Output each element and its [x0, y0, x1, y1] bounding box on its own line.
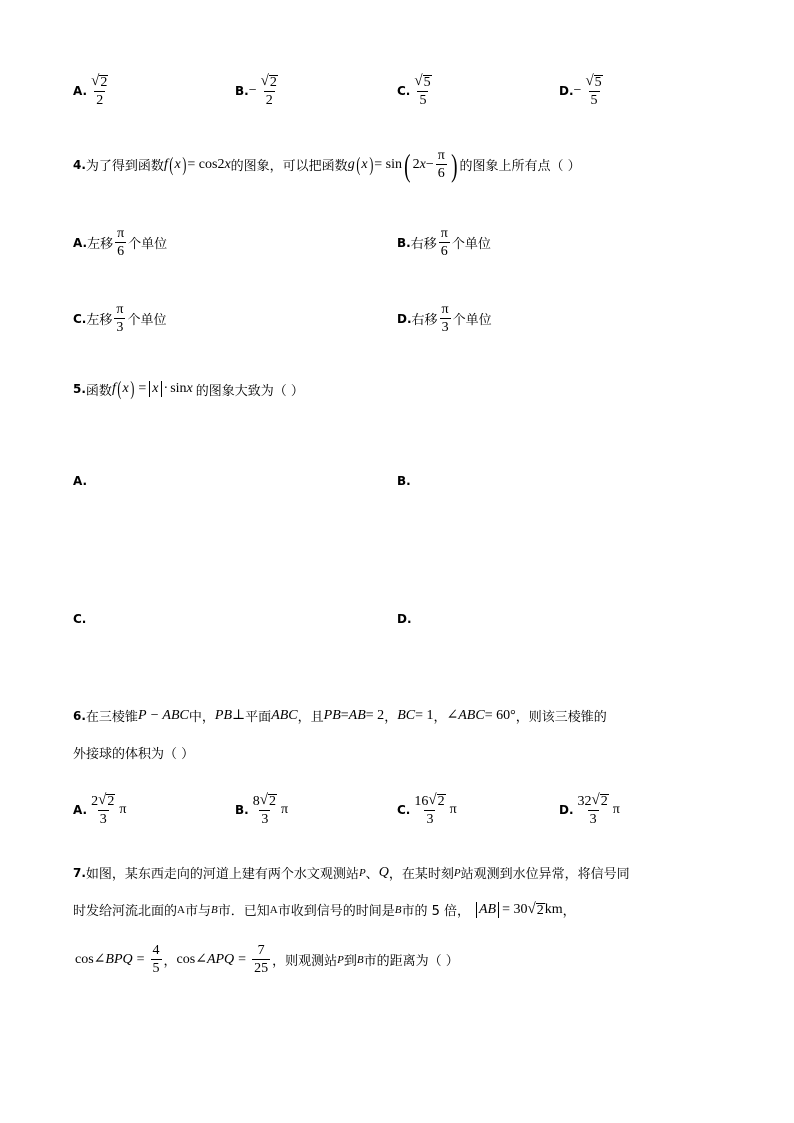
question-number: 7.: [73, 865, 86, 880]
math-x: x: [419, 156, 426, 172]
city-label: A: [269, 903, 278, 916]
stem-text: ，: [384, 710, 398, 725]
denominator: 3: [426, 812, 434, 827]
denominator: 6: [117, 244, 125, 259]
math-x: x: [361, 156, 368, 172]
minus-sign: −: [573, 83, 582, 98]
math-expression: AB: [348, 707, 366, 723]
math-eq: =: [238, 951, 247, 967]
numerator: [251, 793, 279, 810]
numerator: [583, 74, 604, 91]
math-cos: cos∠: [75, 952, 106, 967]
numerator: [412, 793, 447, 810]
option-label: D.: [559, 803, 574, 817]
numerator: [576, 793, 611, 810]
math-2: 2: [412, 156, 420, 172]
option-label: B.: [235, 803, 249, 817]
math-eq: =: [138, 381, 147, 396]
question-number: 4.: [73, 157, 86, 172]
stem-text: ，则该三棱锥的: [515, 710, 607, 725]
answer-option-label: C.: [73, 612, 87, 626]
math-x: x: [186, 381, 193, 396]
abs-AB: AB: [476, 902, 499, 918]
sqrt: [98, 793, 115, 809]
numerator: π: [437, 148, 445, 163]
math-f: f: [111, 381, 116, 396]
math-eq: =: [136, 951, 145, 967]
radicand: 2: [100, 75, 108, 90]
math-expression: ABC: [271, 707, 298, 723]
answer-option: [559, 793, 620, 827]
fraction: [412, 74, 433, 108]
direction-text: 左移: [87, 237, 114, 252]
fraction: [259, 74, 280, 108]
math-g: g: [347, 156, 355, 172]
math-x: x: [122, 381, 129, 396]
math-cos: cos∠: [176, 952, 207, 967]
fraction: [576, 793, 611, 827]
stem-text: 市的距离为（ ）: [363, 954, 459, 969]
answer-option: [73, 74, 112, 108]
big-paren-open: (: [404, 146, 411, 183]
unit-text: 个单位: [127, 313, 167, 328]
numerator: π: [440, 226, 448, 241]
question-7-line-2: [73, 900, 576, 919]
math-eq: = 30: [502, 901, 528, 917]
radical-sign: √: [585, 73, 594, 89]
stem-text: 中，: [188, 710, 215, 725]
fraction: [115, 226, 126, 259]
stem-text: 市与: [184, 904, 211, 919]
sqrt: [261, 74, 278, 90]
fraction: [439, 226, 450, 259]
unit-text: 个单位: [451, 237, 491, 252]
math-eq: = cos2: [187, 156, 225, 172]
math-angle: APQ: [206, 951, 235, 967]
numerator: [89, 793, 117, 810]
stem-text: 、: [365, 867, 379, 882]
math-expression: ABC: [458, 707, 485, 723]
stem-text: 如图，某东西走向的河道上建有两个水文观测站: [85, 867, 359, 882]
paren-open: (: [356, 153, 361, 176]
radicand: 2: [269, 75, 277, 90]
radicand: 5: [423, 75, 431, 90]
radicand: 2: [437, 794, 445, 809]
numerator: π: [441, 302, 449, 317]
option-label: C.: [397, 84, 411, 98]
option-label: C.: [73, 311, 87, 326]
math-expression: ⊥: [232, 708, 246, 723]
stem-text: 市收到信号的时间是: [277, 904, 395, 919]
question-7-line-3: [75, 943, 459, 976]
big-paren-close: ): [450, 146, 458, 183]
question-7-text: [86, 863, 630, 882]
pi-symbol: π: [449, 802, 457, 817]
question-6-line-1: [73, 706, 607, 725]
stem-text: 的图象上所有点（ ）: [459, 159, 581, 174]
denominator: 25: [254, 961, 269, 976]
radical-sign: √: [428, 792, 437, 808]
unit-text: 个单位: [128, 237, 168, 252]
paren-open: (: [117, 378, 122, 400]
stem-text: ，: [433, 710, 447, 725]
paren-close: ): [182, 153, 187, 176]
sqrt: [260, 793, 277, 809]
option-label: B.: [397, 235, 411, 250]
minus-sign: −: [248, 83, 257, 98]
radical-sign: √: [591, 792, 600, 808]
denominator: 3: [116, 320, 124, 335]
numerator: π: [117, 226, 125, 241]
answer-option: [397, 302, 492, 335]
fraction: [151, 943, 162, 976]
radicand: 5: [594, 75, 602, 90]
question-number: 6.: [73, 708, 86, 723]
math-expression: PB: [323, 707, 341, 723]
fraction: [114, 302, 125, 335]
answer-option: [73, 226, 167, 259]
pi-symbol: π: [612, 802, 620, 817]
denominator: 5: [419, 93, 427, 108]
denominator: 6: [437, 166, 445, 181]
radicand: 2: [600, 794, 608, 809]
fraction: [89, 793, 117, 827]
math-sin: sin: [170, 381, 187, 396]
math-expression: ∠: [446, 708, 459, 723]
math-variable: P: [358, 866, 366, 879]
pi-symbol: π: [119, 802, 127, 817]
answer-option-label: B.: [397, 474, 411, 488]
denominator: 3: [261, 812, 269, 827]
direction-text: 右移: [411, 313, 438, 328]
option-label: A.: [73, 235, 88, 250]
stem-text: 在三棱锥: [85, 710, 138, 725]
math-f: f: [163, 156, 168, 172]
option-label: C.: [397, 803, 411, 817]
sqrt: [585, 74, 602, 90]
paren-close: ): [130, 378, 135, 400]
stem-text: ，且: [297, 710, 324, 725]
stem-text: 市的 5 倍，: [401, 904, 470, 919]
question-5-stem: [73, 374, 304, 404]
sqrt: [592, 793, 609, 809]
stem-text: 站观测到水位异常，将信号同: [460, 867, 630, 882]
numerator: 7: [257, 943, 265, 958]
numerator: π: [116, 302, 124, 317]
fraction: [252, 943, 270, 976]
fraction: [440, 302, 451, 335]
math-expression: = 1: [415, 707, 434, 723]
radical-sign: √: [260, 73, 269, 89]
denominator: 2: [265, 93, 273, 108]
denominator: 3: [441, 320, 449, 335]
math-P: P: [337, 953, 344, 966]
math-minus: −: [425, 156, 434, 172]
absolute-value-x: x: [149, 381, 161, 397]
option-label: A.: [73, 84, 88, 98]
coefficient: 16: [414, 793, 429, 809]
math-expression: P − ABC: [137, 707, 189, 723]
math-expression: =: [340, 707, 349, 723]
question-7-text: [73, 900, 470, 919]
sqrt: [428, 793, 445, 809]
denominator: 5: [590, 93, 598, 108]
paren-close: ): [368, 153, 373, 176]
question-6-line-2: 外接球的体积为（ ）: [73, 747, 195, 762]
question-6-text: [86, 706, 607, 725]
question-7-line-1: [73, 863, 630, 882]
math-dot: ·: [163, 381, 169, 396]
radical-sign: √: [91, 73, 100, 89]
denominator: 6: [440, 244, 448, 259]
stem-text: ，: [562, 904, 576, 919]
fraction: [412, 793, 447, 827]
radicand: 2: [268, 794, 276, 809]
math-expression: = 2: [365, 707, 385, 723]
stem-text: 平面: [245, 710, 272, 725]
coefficient: 32: [577, 793, 592, 809]
fraction: [251, 793, 279, 827]
paren-open: (: [169, 153, 174, 176]
answer-option-label: D.: [397, 612, 412, 626]
option-label: D.: [397, 311, 412, 326]
numerator: 4: [152, 943, 160, 958]
answer-option: [73, 793, 126, 827]
stem-text: 函数: [85, 383, 112, 399]
unit-km: km: [544, 901, 563, 917]
math-expression: PB: [214, 707, 232, 723]
denominator: 3: [99, 812, 107, 827]
answer-option-label: A.: [73, 474, 88, 488]
answer-option: [397, 74, 436, 108]
coefficient: 2: [91, 793, 99, 809]
unit-text: 个单位: [452, 313, 492, 328]
option-label: A.: [73, 803, 88, 817]
answer-option: [397, 226, 491, 259]
radicand: 2: [107, 794, 115, 809]
sqrt: [91, 74, 108, 90]
math-variable: P: [453, 866, 461, 879]
numerator: [259, 74, 280, 91]
city-label: A: [177, 903, 185, 916]
numerator: [89, 74, 110, 91]
math-eq: = sin: [374, 156, 402, 172]
stem-text: 到: [343, 954, 357, 969]
option-label: B.: [235, 84, 249, 98]
math-variable: B: [394, 903, 402, 916]
answer-option: [235, 74, 282, 108]
direction-text: 左移: [86, 313, 113, 328]
answer-option: [559, 74, 607, 108]
sqrt: √ 2: [527, 900, 544, 918]
radical-sign: √: [98, 792, 107, 808]
math-x: x: [174, 156, 181, 172]
stem-text: ，: [163, 954, 177, 969]
denominator: 3: [589, 812, 597, 827]
stem-text: 的图象大致为（ ）: [195, 383, 304, 399]
stem-text: 为了得到函数: [85, 159, 164, 174]
answer-option: [235, 793, 288, 827]
math-angle: BPQ: [105, 951, 133, 967]
math-variable: B: [210, 903, 218, 916]
fraction: [89, 74, 110, 108]
answer-option: [73, 302, 166, 335]
numerator: [412, 74, 433, 91]
stem-text: 的图象，可以把函数: [230, 159, 348, 174]
math-expression: BC: [397, 707, 416, 723]
fraction: [583, 74, 604, 108]
radical-sign: √: [259, 792, 268, 808]
option-label: D.: [559, 84, 574, 98]
answer-option: [397, 793, 457, 827]
sqrt: [414, 74, 431, 90]
denominator: 5: [152, 961, 160, 976]
math-variable: Q: [378, 864, 389, 880]
question-4-stem: [73, 148, 581, 181]
question-number: 5.: [73, 382, 86, 396]
math-x: x: [224, 156, 231, 172]
radical-sign: √: [414, 73, 423, 89]
fraction: [436, 148, 447, 181]
radicand: 2: [536, 902, 544, 918]
pi-symbol: π: [280, 802, 289, 817]
direction-text: 右移: [410, 237, 437, 252]
stem-text: ，在某时刻: [388, 867, 454, 882]
denominator: 2: [96, 93, 104, 108]
coefficient: 8: [252, 793, 260, 809]
stem-text: 时发给河流北面的: [73, 904, 178, 919]
math-B: B: [356, 953, 364, 966]
math-expression: = 60°: [484, 707, 516, 723]
stem-text: 市．已知: [217, 904, 270, 919]
stem-text: ，则观测站: [272, 954, 338, 969]
